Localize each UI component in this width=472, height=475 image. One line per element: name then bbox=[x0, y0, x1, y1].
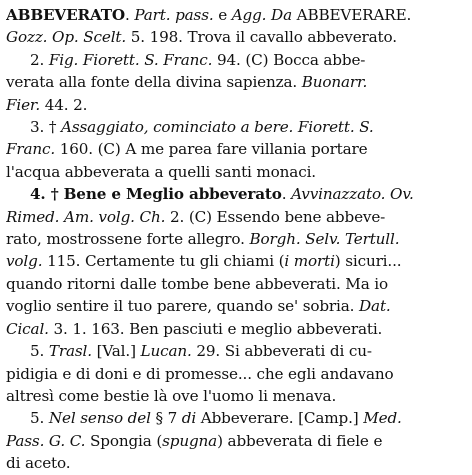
text-segment: 2. bbox=[30, 50, 49, 69]
entry-line bbox=[6, 363, 466, 385]
entry-line bbox=[6, 318, 466, 340]
entry-line bbox=[6, 295, 466, 317]
text-segment: 29. Si abbeverati di cu- bbox=[191, 342, 372, 361]
italic-text: Assaggiato, cominciato a bere. Fiorett. S. bbox=[61, 118, 374, 137]
entry-line bbox=[6, 340, 466, 362]
italic-text: Agg. Da bbox=[231, 6, 292, 24]
italic-text: Fig. Fiorett. S. Franc. bbox=[48, 50, 213, 69]
entry-line bbox=[6, 116, 466, 138]
text-segment: § 7 bbox=[150, 409, 182, 428]
text-segment: 94. (C) Bocca abbe- bbox=[212, 50, 366, 69]
entry-line bbox=[6, 26, 466, 48]
italic-text: Pass. G. C. bbox=[6, 431, 86, 450]
entry-line bbox=[6, 94, 466, 116]
text-segment: 5. 198. Trova il cavallo abbeverato. bbox=[126, 28, 397, 47]
entry-line bbox=[6, 228, 466, 250]
italic-text: di bbox=[181, 409, 197, 428]
entry-line bbox=[6, 452, 466, 474]
entry-line bbox=[6, 71, 466, 93]
text-segment: voglio sentire il tuo parere, quando se' sobria. bbox=[6, 297, 360, 316]
bold-text: 4. † Bene e Meglio abbeverato bbox=[30, 185, 282, 204]
italic-text: Cical. bbox=[6, 319, 49, 338]
italic-text: Med. bbox=[363, 409, 402, 428]
entry-line bbox=[6, 4, 466, 26]
bold-text: ABBEVERATO bbox=[6, 6, 125, 24]
italic-text: Rimed. Am. volg. Ch. bbox=[6, 207, 166, 226]
italic-text: Nel senso del bbox=[48, 409, 151, 428]
italic-text: Lucan. bbox=[140, 342, 192, 361]
text-segment: 115. Certamente tu gli chiami ( bbox=[42, 252, 285, 271]
entry-line bbox=[6, 206, 466, 228]
text-segment: quando ritorni dalle tombe bene abbeverati. Ma io bbox=[6, 274, 388, 293]
text-segment: altresì come bestie là ove l'uomo li menava. bbox=[6, 386, 337, 405]
text-segment: ) abbeverata di fiele e bbox=[217, 431, 383, 450]
entry-line bbox=[6, 273, 466, 295]
text-segment: ABBEVERARE. bbox=[291, 6, 412, 24]
text-segment: Abbeverare. [Camp.] bbox=[196, 409, 364, 428]
italic-text: Trasl. bbox=[48, 342, 92, 361]
italic-text: Gozz. Op. Scelt. bbox=[6, 28, 127, 47]
italic-text: Part. pass. bbox=[134, 6, 214, 24]
text-segment: verata alla fonte della divina sapienza. bbox=[6, 73, 302, 92]
italic-text: Avvinazzato. Ov. bbox=[291, 185, 414, 204]
entry-line bbox=[6, 250, 466, 272]
text-segment: l'acqua abbeverata a quelli santi monaci. bbox=[6, 162, 316, 181]
text-segment: rato, mostrossene forte allegro. bbox=[6, 230, 250, 249]
entry-line bbox=[6, 49, 466, 71]
text-segment: . bbox=[281, 185, 292, 204]
italic-text: Dat. bbox=[359, 297, 391, 316]
text-segment: 3. 1. 163. Ben pasciuti e meglio abbeverati. bbox=[48, 319, 383, 338]
italic-text: spugna bbox=[162, 431, 218, 450]
italic-text: i morti bbox=[284, 252, 335, 271]
entry-line bbox=[6, 138, 466, 160]
entry-line bbox=[6, 183, 466, 205]
text-segment: pidigia e di doni e di promesse... che egli andavano bbox=[6, 364, 394, 383]
text-segment: 160. (C) A me parea fare villania portare bbox=[55, 140, 368, 159]
text-segment: ) sicuri... bbox=[334, 252, 402, 271]
italic-text: Fier. bbox=[6, 95, 41, 114]
text-segment: 5. bbox=[30, 342, 49, 361]
italic-text: Franc. bbox=[6, 140, 56, 159]
text-segment: 44. 2. bbox=[40, 95, 88, 114]
text-segment: 2. (C) Essendo bene abbeve- bbox=[165, 207, 386, 226]
text-segment: 3. † bbox=[30, 118, 61, 137]
text-segment: . bbox=[125, 6, 135, 24]
text-segment: Spongia ( bbox=[85, 431, 163, 450]
entry-line bbox=[6, 385, 466, 407]
italic-text: volg. bbox=[6, 252, 43, 271]
text-segment: [Val.] bbox=[91, 342, 141, 361]
entry-line bbox=[6, 161, 466, 183]
italic-text: Buonarr. bbox=[301, 73, 368, 92]
entry-line bbox=[6, 407, 466, 429]
text-segment: 5. bbox=[30, 409, 49, 428]
text-segment: e bbox=[213, 6, 232, 24]
text-segment: di aceto. bbox=[6, 454, 71, 473]
italic-text: Borgh. Selv. Tertull. bbox=[249, 230, 400, 249]
